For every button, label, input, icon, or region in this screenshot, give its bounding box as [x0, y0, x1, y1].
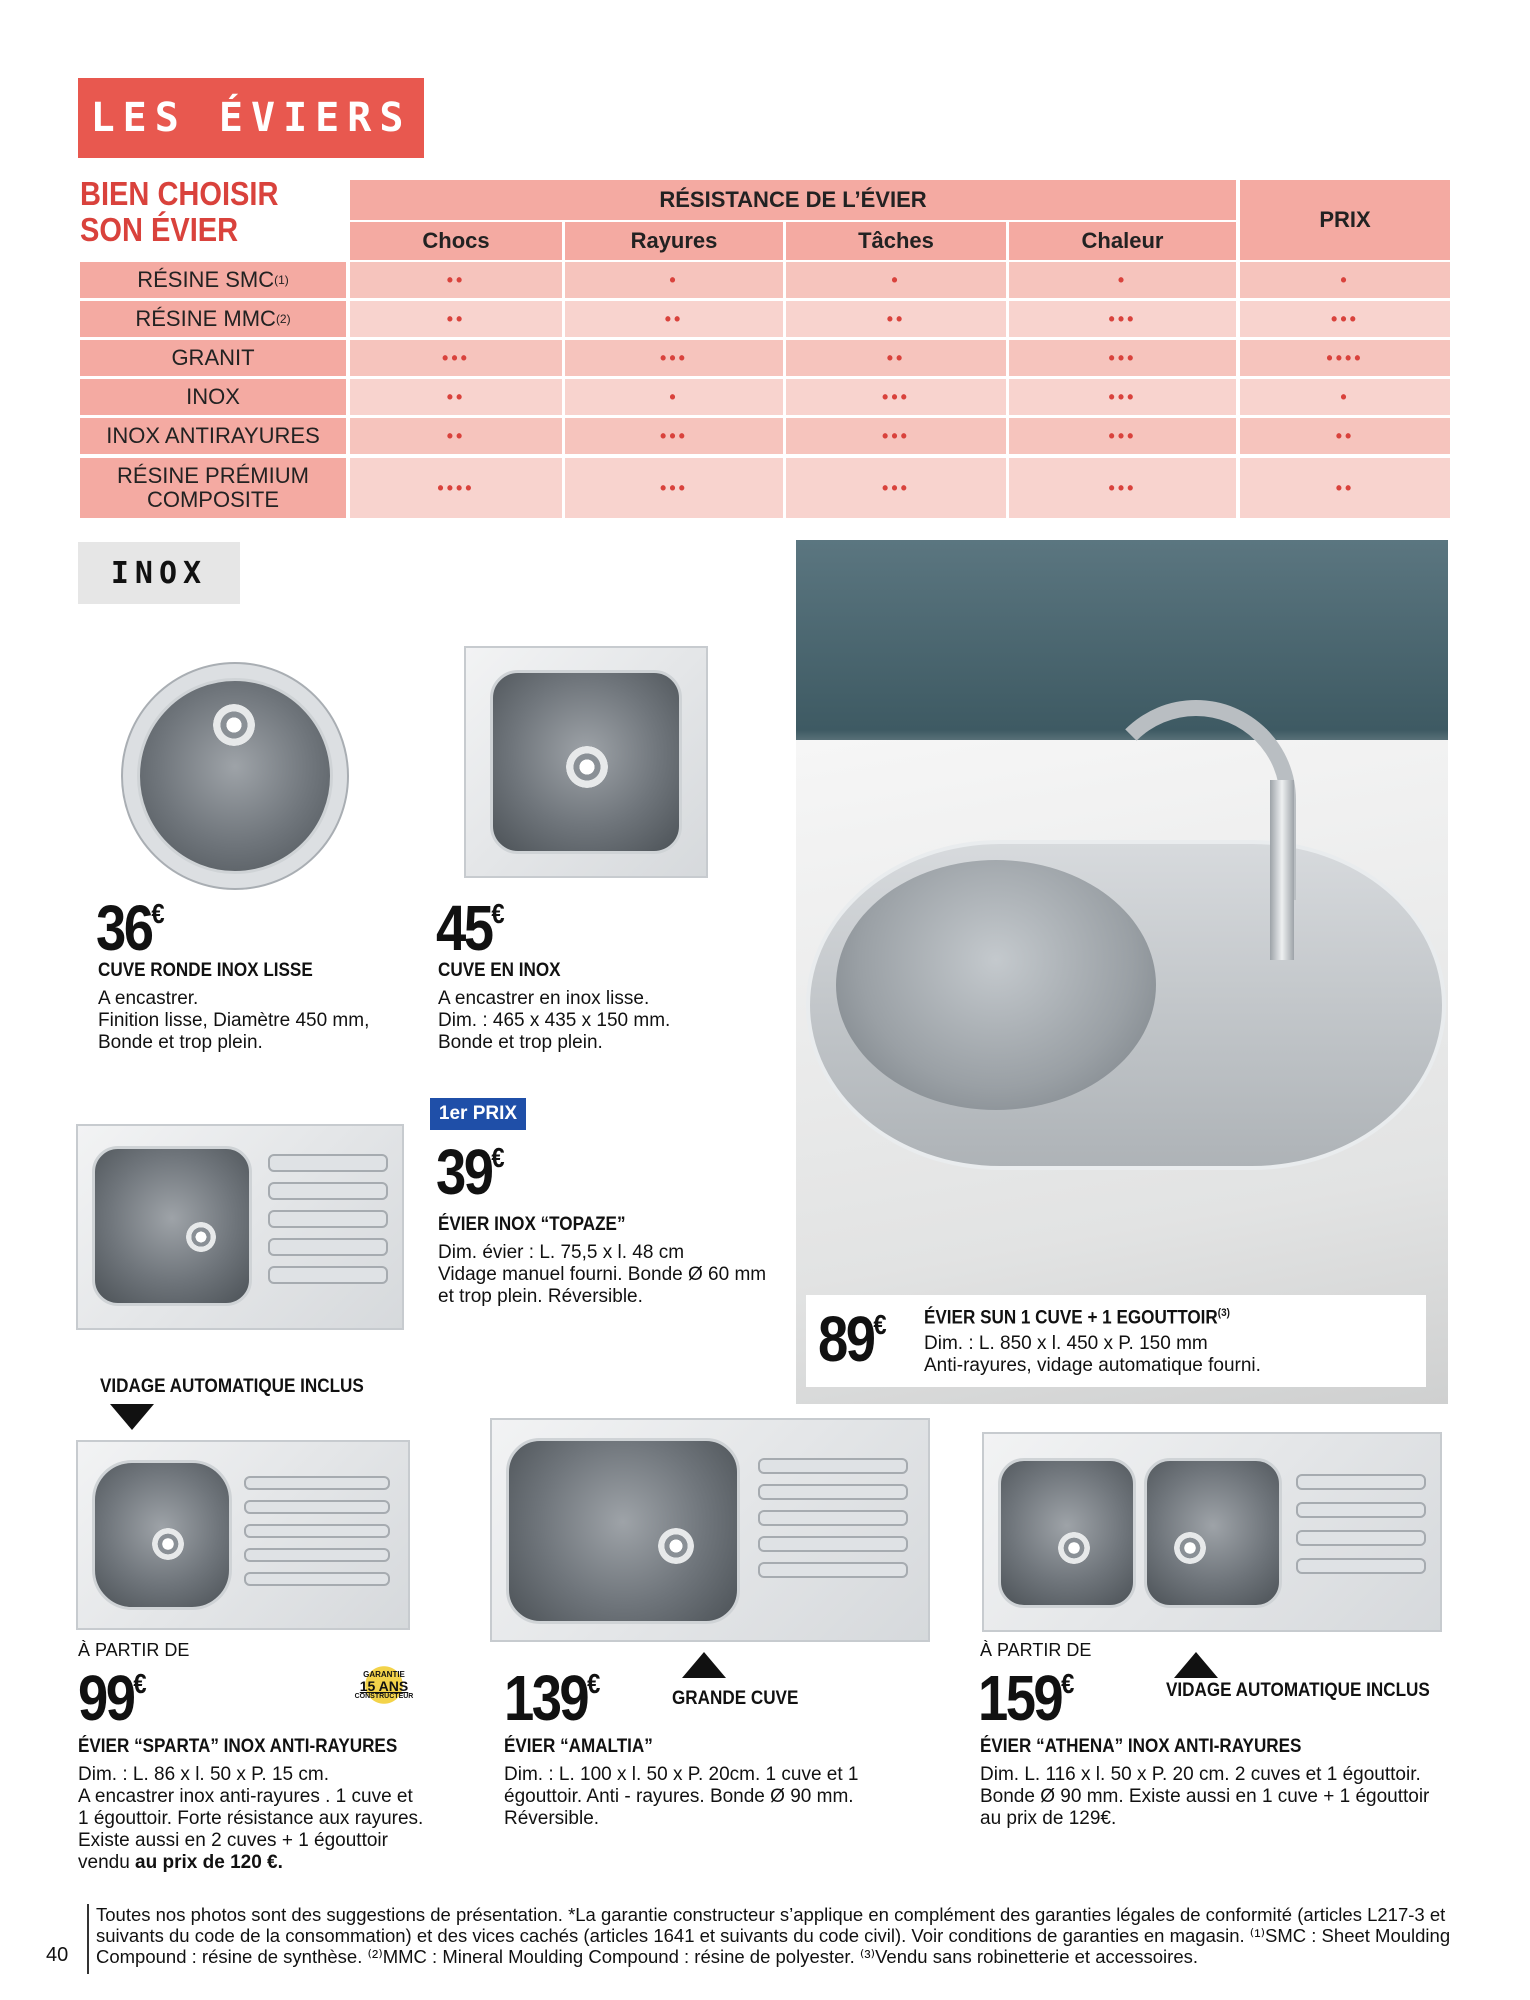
footer-legal-text: Toutes nos photos sont des suggestions de présentation. *La garantie constructeur s’applique en complément des garanties légales de conformité (articles L217-3 et suivants du code de la consommation) et des vices cachés (articles 1641 et suivants du code civil). Voir conditions de garanties en magasin. ⁽¹⁾SMC : Sheet Moulding Compound : résine de synthèse. ⁽²⁾MMC : Mineral Moulding Compound : résine de polyester. ⁽³⁾Vendu sans robinetterie et accessoires.: [96, 1904, 1451, 1967]
from-label-sparta: À PARTIR DE: [78, 1640, 190, 1660]
product-image-athena: [982, 1432, 1442, 1632]
from-label-athena: À PARTIR DE: [980, 1640, 1092, 1660]
row-label: [80, 418, 346, 454]
rating-cell: •: [786, 262, 1006, 298]
rating-cell: ••••: [350, 458, 562, 518]
rating-cell: ••: [786, 340, 1006, 376]
rating-cell: •••: [565, 340, 783, 376]
price-cuve-inox: 45€: [436, 892, 505, 964]
rating-cell: ••: [1240, 458, 1450, 518]
row-label: [80, 301, 346, 337]
callout-athena: VIDAGE AUTOMATIQUE INCLUS: [1166, 1680, 1430, 1701]
rating-cell: ••: [350, 418, 562, 454]
guarantee-badge: GARANTIE 15 ANS CONSTRUCTEUR: [345, 1660, 423, 1710]
hero-image-evier-sun: [796, 540, 1448, 1404]
rating-cell: ••••: [1240, 340, 1450, 376]
name-sparta: ÉVIER “SPARTA” INOX ANTI-RAYURES: [78, 1736, 398, 1757]
product-image-cuve-inox: [464, 646, 708, 878]
row-label-text: INOX: [186, 384, 240, 409]
rating-cell: •••: [786, 379, 1006, 415]
section-tag-inox: INOX: [78, 542, 240, 604]
rating-cell: •: [1240, 262, 1450, 298]
first-price-badge: 1er PRIX: [430, 1098, 526, 1130]
rating-cell: •••: [1009, 301, 1236, 337]
rating-cell: •••: [1240, 301, 1450, 337]
rating-cell: •: [565, 379, 783, 415]
product-image-sparta: [76, 1440, 410, 1630]
column-header-chocs: Chocs: [350, 222, 562, 260]
rating-cell: •••: [1009, 379, 1236, 415]
choose-title: BIEN CHOISIR SON ÉVIER: [80, 175, 279, 248]
page-number: 40: [46, 1944, 69, 1966]
rating-cell: •••: [1009, 340, 1236, 376]
column-header-rayures: Rayures: [565, 222, 783, 260]
row-label-text: RÉSINE PRÉMIUM COMPOSITE: [117, 463, 309, 512]
row-label-note: (1): [274, 273, 289, 287]
page-title: LES ÉVIERS: [90, 95, 412, 141]
price-cuve-ronde: 36€: [96, 892, 165, 964]
desc-cuve-inox: A encastrer en inox lisse. Dim. : 465 x 435 x 150 mm. Bonde et trop plein.: [438, 988, 671, 1053]
rating-cell: •••: [350, 340, 562, 376]
resistance-header: RÉSISTANCE DE L’ÉVIER: [350, 180, 1236, 220]
rating-cell: ••: [565, 301, 783, 337]
desc-sparta: Dim. : L. 86 x l. 50 x P. 15 cm. A encastrer inox anti-rayures . 1 cuve et 1 égouttoir. Forte résistance aux rayures. Existe aussi en 2 cuves + 1 égouttoir vendu au prix de 120 €.: [78, 1764, 424, 1873]
row-label-text: RÉSINE SMC: [137, 267, 275, 292]
rating-cell: ••: [786, 301, 1006, 337]
footer-divider: [87, 1904, 89, 1974]
callout-sparta: VIDAGE AUTOMATIQUE INCLUS: [100, 1376, 364, 1397]
rating-cell: •••: [1009, 458, 1236, 518]
price-amaltia: 139€: [504, 1662, 601, 1734]
rating-cell: •••: [565, 458, 783, 518]
rating-cell: •••: [786, 458, 1006, 518]
product-image-amaltia: [490, 1418, 930, 1642]
rating-cell: •••: [786, 418, 1006, 454]
name-cuve-ronde: CUVE RONDE INOX LISSE: [98, 960, 313, 981]
row-label: [80, 379, 346, 415]
row-label: [80, 340, 346, 376]
column-header-taches: Tâches: [786, 222, 1006, 260]
row-label: [80, 262, 346, 298]
rating-cell: ••: [350, 379, 562, 415]
desc-athena: Dim. L. 116 x l. 50 x P. 20 cm. 2 cuves et 1 égouttoir. Bonde Ø 90 mm. Existe aussi en 1 cuve + 1 égouttoir au prix de 129€.: [980, 1764, 1430, 1829]
name-topaze: ÉVIER INOX “TOPAZE”: [438, 1214, 626, 1235]
price-sparta: 99€: [78, 1662, 147, 1734]
desc-amaltia: Dim. : L. 100 x l. 50 x P. 20cm. 1 cuve et 1 égouttoir. Anti - rayures. Bonde Ø 90 mm. Réversible.: [504, 1764, 859, 1829]
row-label-text: RÉSINE MMC: [135, 306, 276, 331]
rating-cell: •••: [565, 418, 783, 454]
rating-cell: •: [565, 262, 783, 298]
name-amaltia: ÉVIER “AMALTIA”: [504, 1736, 653, 1757]
price-topaze: 39€: [436, 1136, 505, 1208]
rating-cell: •: [1009, 262, 1236, 298]
rating-cell: •: [1240, 379, 1450, 415]
rating-cell: ••: [350, 301, 562, 337]
product-image-cuve-ronde: [115, 652, 355, 892]
name-athena: ÉVIER “ATHENA” INOX ANTI-RAYURES: [980, 1736, 1302, 1757]
rating-cell: ••: [1240, 418, 1450, 454]
arrow-up-icon: [1174, 1652, 1218, 1678]
callout-amaltia: GRANDE CUVE: [672, 1688, 799, 1709]
rating-cell: •••: [1009, 418, 1236, 454]
column-header-chaleur: Chaleur: [1009, 222, 1236, 260]
name-sun: ÉVIER SUN 1 CUVE + 1 EGOUTTOIR$^{(3)}$: [924, 1307, 1230, 1329]
name-cuve-inox: CUVE EN INOX: [438, 960, 561, 981]
row-label-text: INOX ANTIRAYURES: [106, 423, 320, 448]
price-sun: 89€: [818, 1303, 887, 1375]
hero-caption: [806, 1295, 1426, 1387]
arrow-down-icon: [110, 1404, 154, 1430]
product-image-topaze: [76, 1124, 404, 1330]
desc-topaze: Dim. évier : L. 75,5 x l. 48 cm Vidage manuel fourni. Bonde Ø 60 mm et trop plein. Réversible.: [438, 1242, 767, 1307]
price-header: PRIX: [1240, 180, 1450, 260]
desc-sun: Dim. : L. 850 x l. 450 x P. 150 mm Anti-rayures, vidage automatique fourni.: [924, 1333, 1261, 1376]
rating-cell: ••: [350, 262, 562, 298]
desc-cuve-ronde: A encastrer. Finition lisse, Diamètre 450 mm, Bonde et trop plein.: [98, 988, 370, 1053]
price-athena: 159€: [978, 1662, 1075, 1734]
row-label-note: (2): [275, 312, 291, 326]
row-label-text: GRANIT: [171, 345, 255, 370]
row-label: [80, 458, 346, 518]
section-title-banner: [78, 78, 424, 158]
arrow-up-icon: [682, 1652, 726, 1678]
